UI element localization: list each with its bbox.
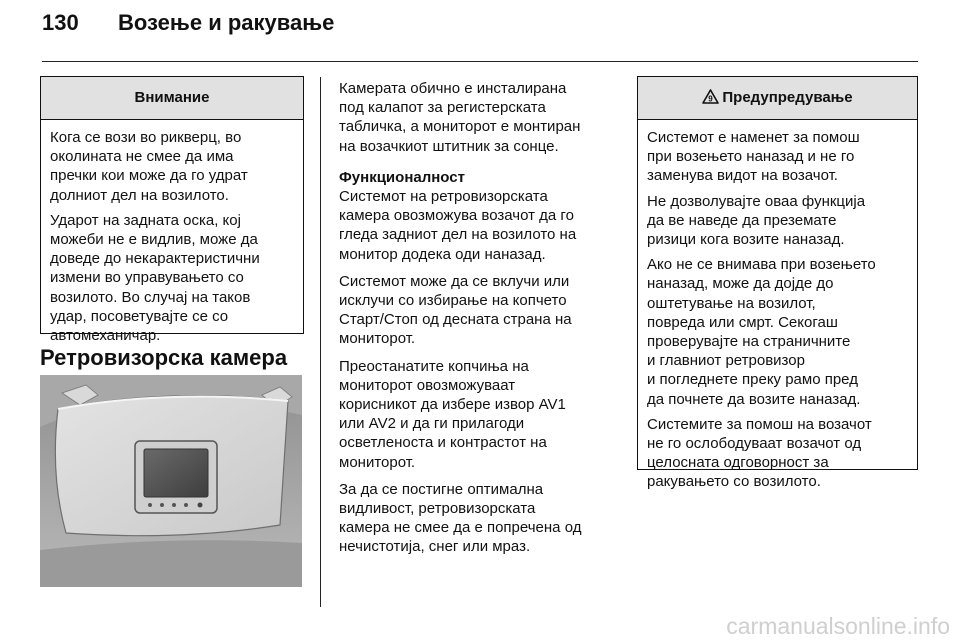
main-text-column <box>339 79 629 565</box>
body-paragraph: Системот на ретровизорската камера овозможува возачот да го гледа задниот дел на возилото на монитор додека оди наназад. <box>339 188 577 263</box>
warning-paragraph: Не дозволувајте оваа функција да ве наведе да преземате ризици кога возите наназад. <box>647 192 866 249</box>
sun-visor-monitor-illustration <box>40 375 302 587</box>
notice-title: Внимание <box>41 77 303 120</box>
notice-paragraph: Ударот на задната оска, кој можеби не е видлив, може да доведе до некарактеристични измени во управувањето со возилото. Во случај на таков удар, посоветувајте се со автомеханичар. <box>50 211 260 345</box>
page-header <box>42 10 918 50</box>
warning-paragraph: Системите за помош на возачот не го ослободуваат возачот од целосната одговорност за ракувањето со возилото. <box>647 415 872 491</box>
warning-paragraph: Ако не се внимава при возењето наназад, може да дојде до оштетување на возилот, повреда или смрт. Секогаш проверувајте на страничните и главниот ретровизор и погледнете преку рамо пред да почнете да возите наназад. <box>647 256 876 408</box>
warning-box <box>637 76 918 491</box>
body-paragraph: Системот може да се вклучи или исклучи со избирање на копчето Старт/Стоп од десната страна на мониторот. <box>339 272 572 348</box>
column-divider <box>320 77 321 607</box>
watermark: carmanualsonline.info <box>726 613 950 639</box>
notice-paragraph: Кога се вози во рикверц, во околината не смее да има пречки кои може да го удрат долниот дел на возилото. <box>50 129 248 204</box>
function-heading: Функционалност <box>339 168 465 186</box>
body-paragraph: За да се постигне оптимална видливост, ретровизорската камера не смее да е попречена од нечистотија, снег или мраз. <box>339 480 582 556</box>
warning-icon-glyph: 9 <box>708 94 714 104</box>
warning-title: Предупредување <box>722 89 853 106</box>
warning-header <box>638 77 917 120</box>
header-divider <box>42 61 918 62</box>
warning-body <box>638 120 917 500</box>
section-title: Ретровизорска камера <box>40 345 288 370</box>
chapter-title: Возење и ракување <box>118 10 335 35</box>
warning-triangle-icon <box>702 89 719 104</box>
page-number: 130 <box>42 10 79 35</box>
body-paragraph: Преостанатите копчиња на мониторот овозможуваат корисникот да избере извор AV1 или AV2 и да ги прилагоди осветленоста и контрастот на мониторот. <box>339 357 566 471</box>
notice-box <box>40 76 304 345</box>
warning-paragraph: Системот е наменет за помош при возењето наназад и не го заменува видот на возачот. <box>647 129 860 185</box>
intro-paragraph: Камерата обично е инсталирана под калапот за регистерската табличка, а мониторот е монтиран на возачкиот штитник за сонце. <box>339 80 581 155</box>
notice-body <box>41 120 303 353</box>
